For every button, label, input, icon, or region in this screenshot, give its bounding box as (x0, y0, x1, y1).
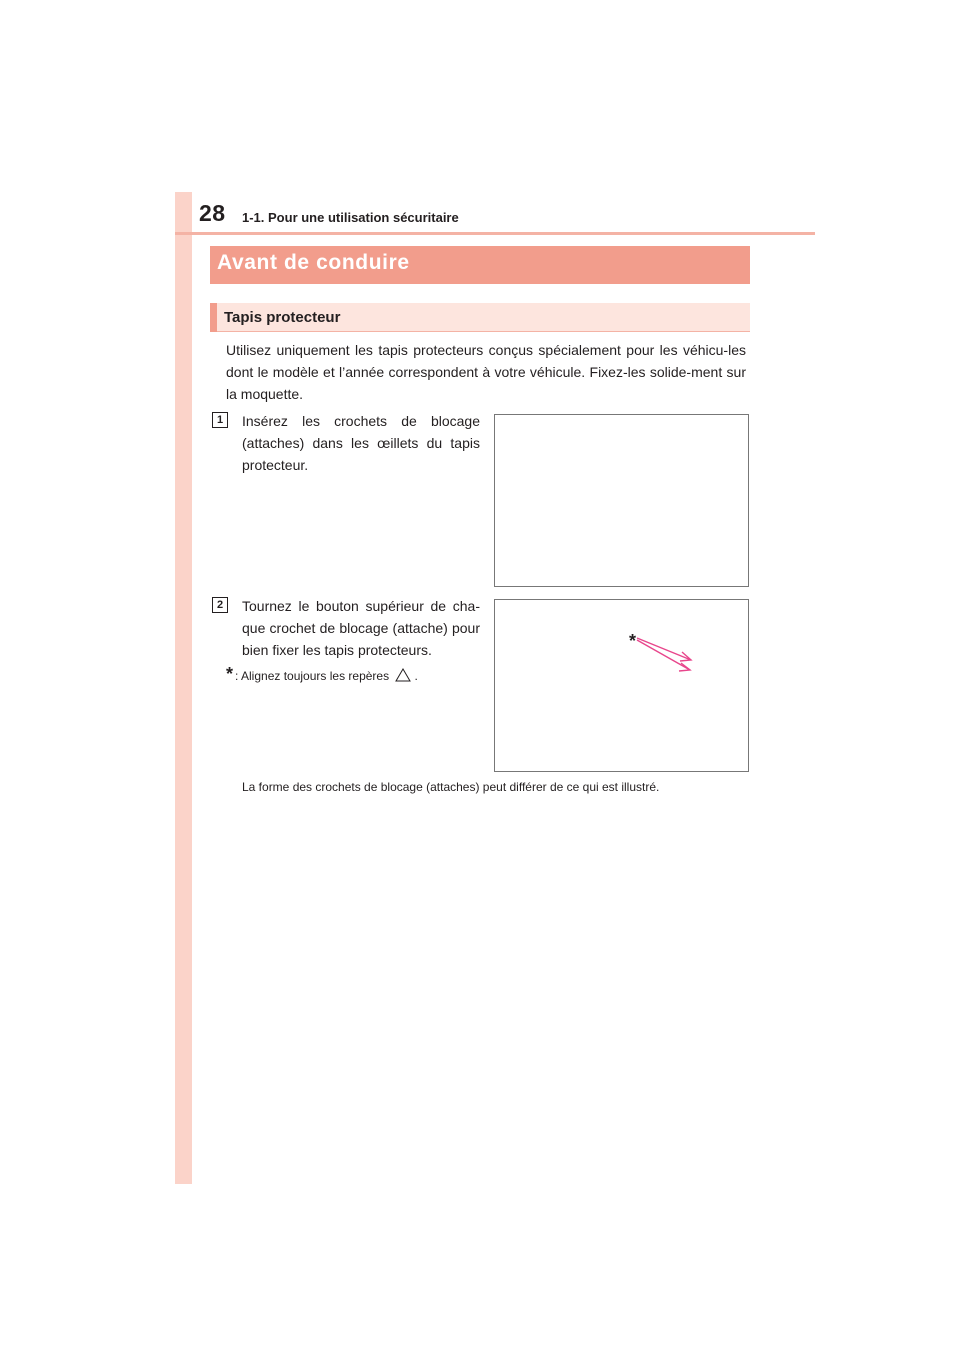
illustration-step-2 (494, 599, 749, 772)
illustration-note: La forme des crochets de blocage (attaches) peut différer de ce qui est illustré. (242, 780, 660, 794)
page-number: 28 (199, 200, 226, 226)
callout-arrows (495, 600, 748, 771)
footnote-colon: : (235, 669, 239, 683)
header-rule (175, 232, 815, 235)
step-1-text: Insérez les crochets de blocage (attaches) dans les œillets du tapis protecteur. (242, 413, 480, 473)
illustration-asterisk-marker: * (629, 631, 637, 651)
step-number-badge: 1 (212, 412, 228, 428)
footnote-asterisk: * (226, 664, 234, 684)
pink-arrow-icon (637, 638, 691, 671)
section-title: Avant de conduire (217, 251, 410, 274)
footnote (235, 668, 418, 683)
side-color-strip (175, 192, 192, 1184)
triangle-mark-icon (395, 668, 411, 682)
intro-paragraph: Utilisez uniquement les tapis protecteurs conçus spécialement pour les véhicu-les dont le modèle et l’année correspondent à votre véhicule. Fixez-les solide-ment sur la moquette. (226, 342, 746, 402)
step-number-badge: 2 (212, 597, 228, 613)
illustration-step-1 (494, 414, 749, 587)
chapter-title: 1-1. Pour une utilisation sécuritaire (242, 210, 459, 225)
step-2-text: Tournez le bouton supérieur de cha-que crochet de blocage (attache) pour bien fixer les tapis protecteurs. (242, 598, 480, 658)
subsection-accent-bar (210, 303, 217, 332)
subsection-title: Tapis protecteur (224, 309, 341, 326)
footnote-period: . (414, 669, 418, 683)
footnote-text: Alignez toujours les repères (241, 669, 390, 683)
